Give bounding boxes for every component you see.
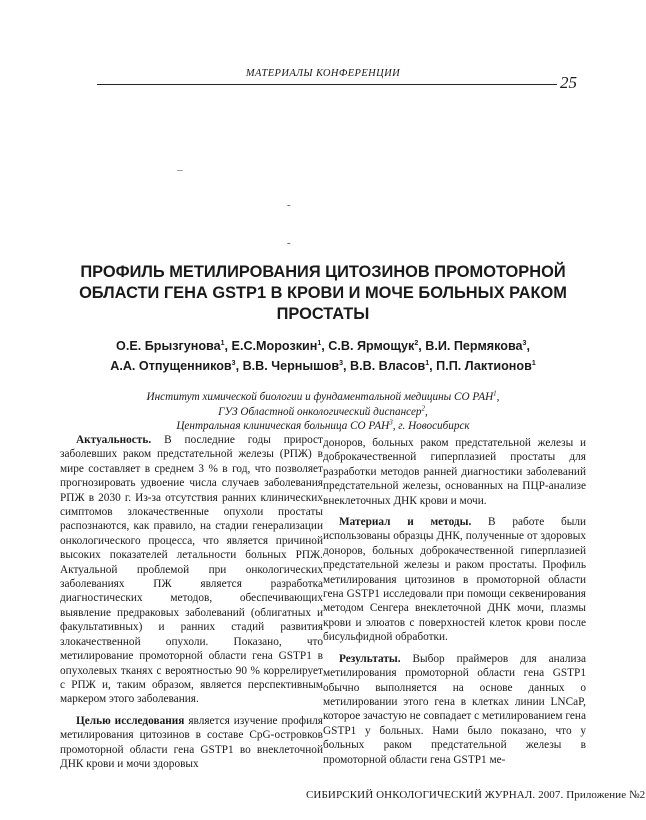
affiliation: ГУЗ Областной онкологический диспансер$^2$, [218, 403, 428, 418]
author: Е.С.Морозкин$^1$ [231, 339, 322, 353]
author: В.В. Власов$^1$ [350, 359, 430, 373]
paragraph-results: Результаты. Выбор праймеров для анализа метилирования промоторной области гена GSTP1 обычно выполняется на основе данных о метилировании этого гена в клетках линии LNCaP, которое зачастую не совпадает с метилированием гена GSTP1 у больных. Нами было показано, что у больных раком предстательной железы в промоторной области гена GSTP1 ме- [323, 652, 586, 766]
affiliations [40, 390, 606, 434]
author: О.Е. Брызгунова$^1$ [116, 339, 225, 353]
author: П.П. Лактионов$^1$ [436, 359, 536, 373]
article-title: ПРОФИЛЬ МЕТИЛИРОВАНИЯ ЦИТОЗИНОВ ПРОМОТОРНОЙ ОБЛАСТИ ГЕНА GSTP1 В КРОВИ И МОЧЕ БОЛЬНЫХ РАКОМ ПРОСТАТЫ [79, 263, 567, 323]
author: В.В. Чернышов$^3$ [242, 359, 343, 373]
author: В.И. Пермякова$^3$ [425, 339, 527, 353]
affiliation: Центральная клиническая больница СО РАН$^3$, г. Новосибирск [176, 418, 470, 432]
author: А.А. Отпущенников$^3$ [110, 359, 236, 373]
page-number: 25 [560, 73, 577, 92]
body-column-right [323, 436, 586, 774]
journal-footer: СИБИРСКИЙ ОНКОЛОГИЧЕСКИЙ ЖУРНАЛ. 2007. Приложение №2 [306, 789, 646, 801]
paragraph-continuation: доноров, больных раком предстательной железы и доброкачественной гиперплазией простаты для разработки методов ранней диагностики заболеваний предстательной железы, основанных на ПЦР-анализе внеклеточных ДНК крови и мочи. [323, 437, 586, 507]
author: С.В. Ярмощук$^2$ [328, 339, 419, 353]
stray-mark: - [287, 199, 291, 211]
paragraph-aim: Целью исследования является изучение профиля метилирования цитозинов в составе CpG-островков промоторной области гена GSTP1 во внеклеточной ДНК крови и мочи здоровых [60, 714, 323, 770]
stray-mark: – [177, 164, 183, 176]
author-list: О.Е. Брызгунова$^1$, Е.С.Морозкин$^1$, С.В. Ярмощук$^2$, В.И. Пермякова$^3$, А.А. Отпущенников$^3$, В.В. Чернышов$^3$, В.В. Власов$^1$, П.П. Лактионов$^1$ [110, 339, 536, 373]
header-rule [97, 84, 557, 85]
stray-mark: - [287, 237, 291, 249]
running-header: МАТЕРИАЛЫ КОНФЕРЕНЦИИ [245, 68, 401, 79]
affiliation: Институт химической биологии и фундаментальной медицины СО РАН$^1$, [146, 389, 500, 403]
paragraph-relevance: Актуальность. В последние годы прирост заболевших раком предстательной железы (РПЖ) в мире составляет в среднем 3 % в год, что позволяет прогнозировать удвоение числа случаев заболевания РПЖ в 2030 г. Из-за отсутствия ранних клинических симптомов злокачественные опухоли простаты распознаются, как правило, на стадии генерализации онкологического процесса, что является причиной высоких показателей летальности больных РПЖ. Актуальной проблемой при онкологических заболеваниях ПЖ является разработка диагностических методов, обеспечивающих выявление предраковых заболеваний (облигатных и факультативных) и ранних стадий развития злокачественной опухоли. Показано, что метилирование промоторной области гена GSTP1 в опухолевых тканях с вероятностью 90 % коррелирует с РПЖ и, таким образом, является перспективным маркером этого заболевания. [60, 434, 323, 706]
paragraph-methods: Материал и методы. В работе были использованы образцы ДНК, полученные от здоровых доноров, больных доброкачественной гиперплазией предстательной железы и раком простаты. Профиль метилирования цитозинов в промоторной области гена GSTP1 исследовали при помощи секвенирования методом Сенгера внеклеточной ДНК мочи, плазмы крови и элюатов с поверхностей клеток крови после бисульфидной обработки. [323, 516, 586, 644]
body-column-left [60, 433, 323, 778]
